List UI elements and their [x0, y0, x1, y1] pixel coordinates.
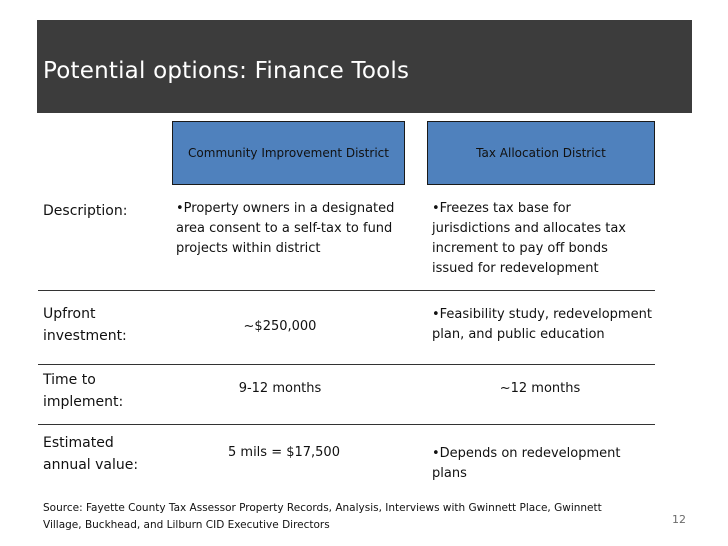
- row-label-time-to-implement: [43, 369, 123, 413]
- cell-line: ~$250,000: [243, 319, 317, 334]
- column-header-tad: Tax Allocation District: [427, 121, 655, 185]
- label-line: Description:: [43, 203, 128, 219]
- cell-annual-tad: [432, 444, 662, 484]
- row-label-upfront-investment: [43, 303, 127, 347]
- source-line: Source: Fayette County Tax Assessor Property Records, Analysis, Interviews with Gwinnett Place, Gwinnett: [43, 502, 602, 514]
- title-bar: [37, 20, 692, 113]
- cell-line: plans: [432, 466, 467, 481]
- row-divider: [38, 424, 655, 425]
- cell-line: projects within district: [176, 241, 321, 256]
- row-divider: [38, 290, 655, 291]
- label-line: annual value:: [43, 457, 139, 473]
- source-line: Village, Buckhead, and Lilburn CID Executive Directors: [43, 519, 330, 531]
- cell-time-cid: [180, 379, 380, 399]
- label-line: Time to: [43, 372, 96, 388]
- label-line: Estimated: [43, 435, 114, 451]
- cell-line: •Freezes tax base for: [432, 201, 571, 216]
- cell-time-tad: [440, 379, 640, 399]
- cell-line: •Feasibility study, redevelopment: [432, 307, 652, 322]
- cell-line: increment to pay off bonds: [432, 241, 608, 256]
- label-line: Upfront: [43, 306, 96, 322]
- row-label-description: [43, 200, 127, 222]
- cell-description-cid: [176, 199, 416, 259]
- cell-line: •Property owners in a designated: [176, 201, 395, 216]
- cell-line: issued for redevelopment: [432, 261, 599, 276]
- cell-upfront-tad: [432, 305, 662, 345]
- row-divider: [38, 364, 655, 365]
- row-label-estimated-annual-value: [43, 432, 138, 476]
- cell-line: plan, and public education: [432, 327, 605, 342]
- cell-upfront-cid: [180, 317, 380, 337]
- column-header-cid: Community Improvement District: [172, 121, 405, 185]
- cell-annual-cid: [180, 443, 388, 463]
- cell-line: 5 mils = $17,500: [228, 445, 340, 460]
- cell-line: 9-12 months: [238, 381, 322, 396]
- cell-line: jurisdictions and allocates tax: [432, 221, 627, 236]
- page-number: 12: [672, 513, 686, 526]
- cell-description-tad: [432, 199, 662, 279]
- cell-line: ~12 months: [499, 381, 581, 396]
- cell-line: area consent to a self-tax to fund: [176, 221, 393, 236]
- slide-title: Potential options: Finance Tools: [43, 58, 410, 84]
- cell-line: •Depends on redevelopment: [432, 446, 621, 461]
- label-line: investment:: [43, 328, 127, 344]
- label-line: implement:: [43, 394, 124, 410]
- source-note: [43, 500, 643, 534]
